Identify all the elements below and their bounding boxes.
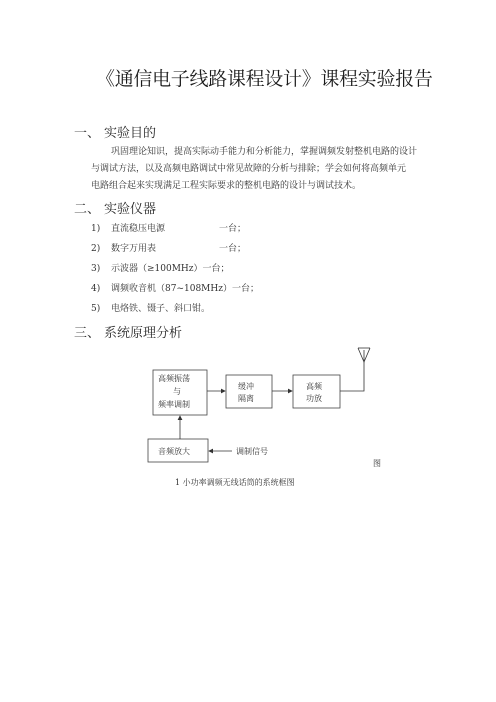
item-text: 数字万用表 xyxy=(111,244,157,254)
purpose-line-2: 与调试方法，以及高频电路调试中常见故障的分析与排除；学会如何将高频单元 xyxy=(91,164,407,174)
section-title: 实验仪器 xyxy=(104,202,157,217)
section-number: 三、 xyxy=(74,326,101,341)
page-title: 《通信电子线路课程设计》课程实验报告 xyxy=(96,68,433,90)
block-label: 高频振荡 xyxy=(158,374,190,383)
block-rf-power-amp xyxy=(293,375,340,408)
figure-word: 图 xyxy=(373,459,381,468)
signal-label: 调制信号 xyxy=(236,447,268,456)
section-number: 一、 xyxy=(74,126,101,141)
figure-caption: 1 小功率调频无线话筒的系统框图 xyxy=(175,478,295,487)
block-label: 缓冲 xyxy=(238,382,254,391)
block-label: 音频放大 xyxy=(158,447,190,456)
antenna-icon xyxy=(358,348,370,362)
item-number: 4) xyxy=(91,284,101,294)
item-text: 示波器（≥100MHz）一台； xyxy=(111,264,230,274)
block-label: 频率调制 xyxy=(158,400,190,409)
item-number: 1) xyxy=(91,224,101,234)
purpose-line-3: 电路组合起来实现满足工程实际要求的整机电路的设计与调试技术。 xyxy=(91,181,362,191)
block-label: 高频 xyxy=(306,382,322,391)
block-label: 与 xyxy=(173,387,181,396)
section-title: 实验目的 xyxy=(104,126,157,141)
item-text: 调频收音机（87~108MHz）一台； xyxy=(111,284,259,294)
item-tail: 一台； xyxy=(219,244,247,254)
block-label: 功放 xyxy=(306,394,322,403)
item-number: 2) xyxy=(91,244,101,254)
block-buffer xyxy=(226,375,272,408)
item-text: 电烙铁、镊子、斜口钳。 xyxy=(111,304,211,314)
section-title: 系统原理分析 xyxy=(104,326,183,341)
item-number: 3) xyxy=(91,264,101,274)
purpose-line-1: 巩固理论知识，提高实际动手能力和分析能力，掌握调频发射整机电路的设计 xyxy=(111,147,418,157)
item-tail: 一台； xyxy=(219,224,247,234)
block-label: 隔离 xyxy=(238,394,254,403)
section-number: 二、 xyxy=(74,202,101,217)
item-text: 直流稳压电源 xyxy=(111,224,166,234)
item-number: 5) xyxy=(91,304,101,314)
antenna-feed-line xyxy=(340,362,364,391)
